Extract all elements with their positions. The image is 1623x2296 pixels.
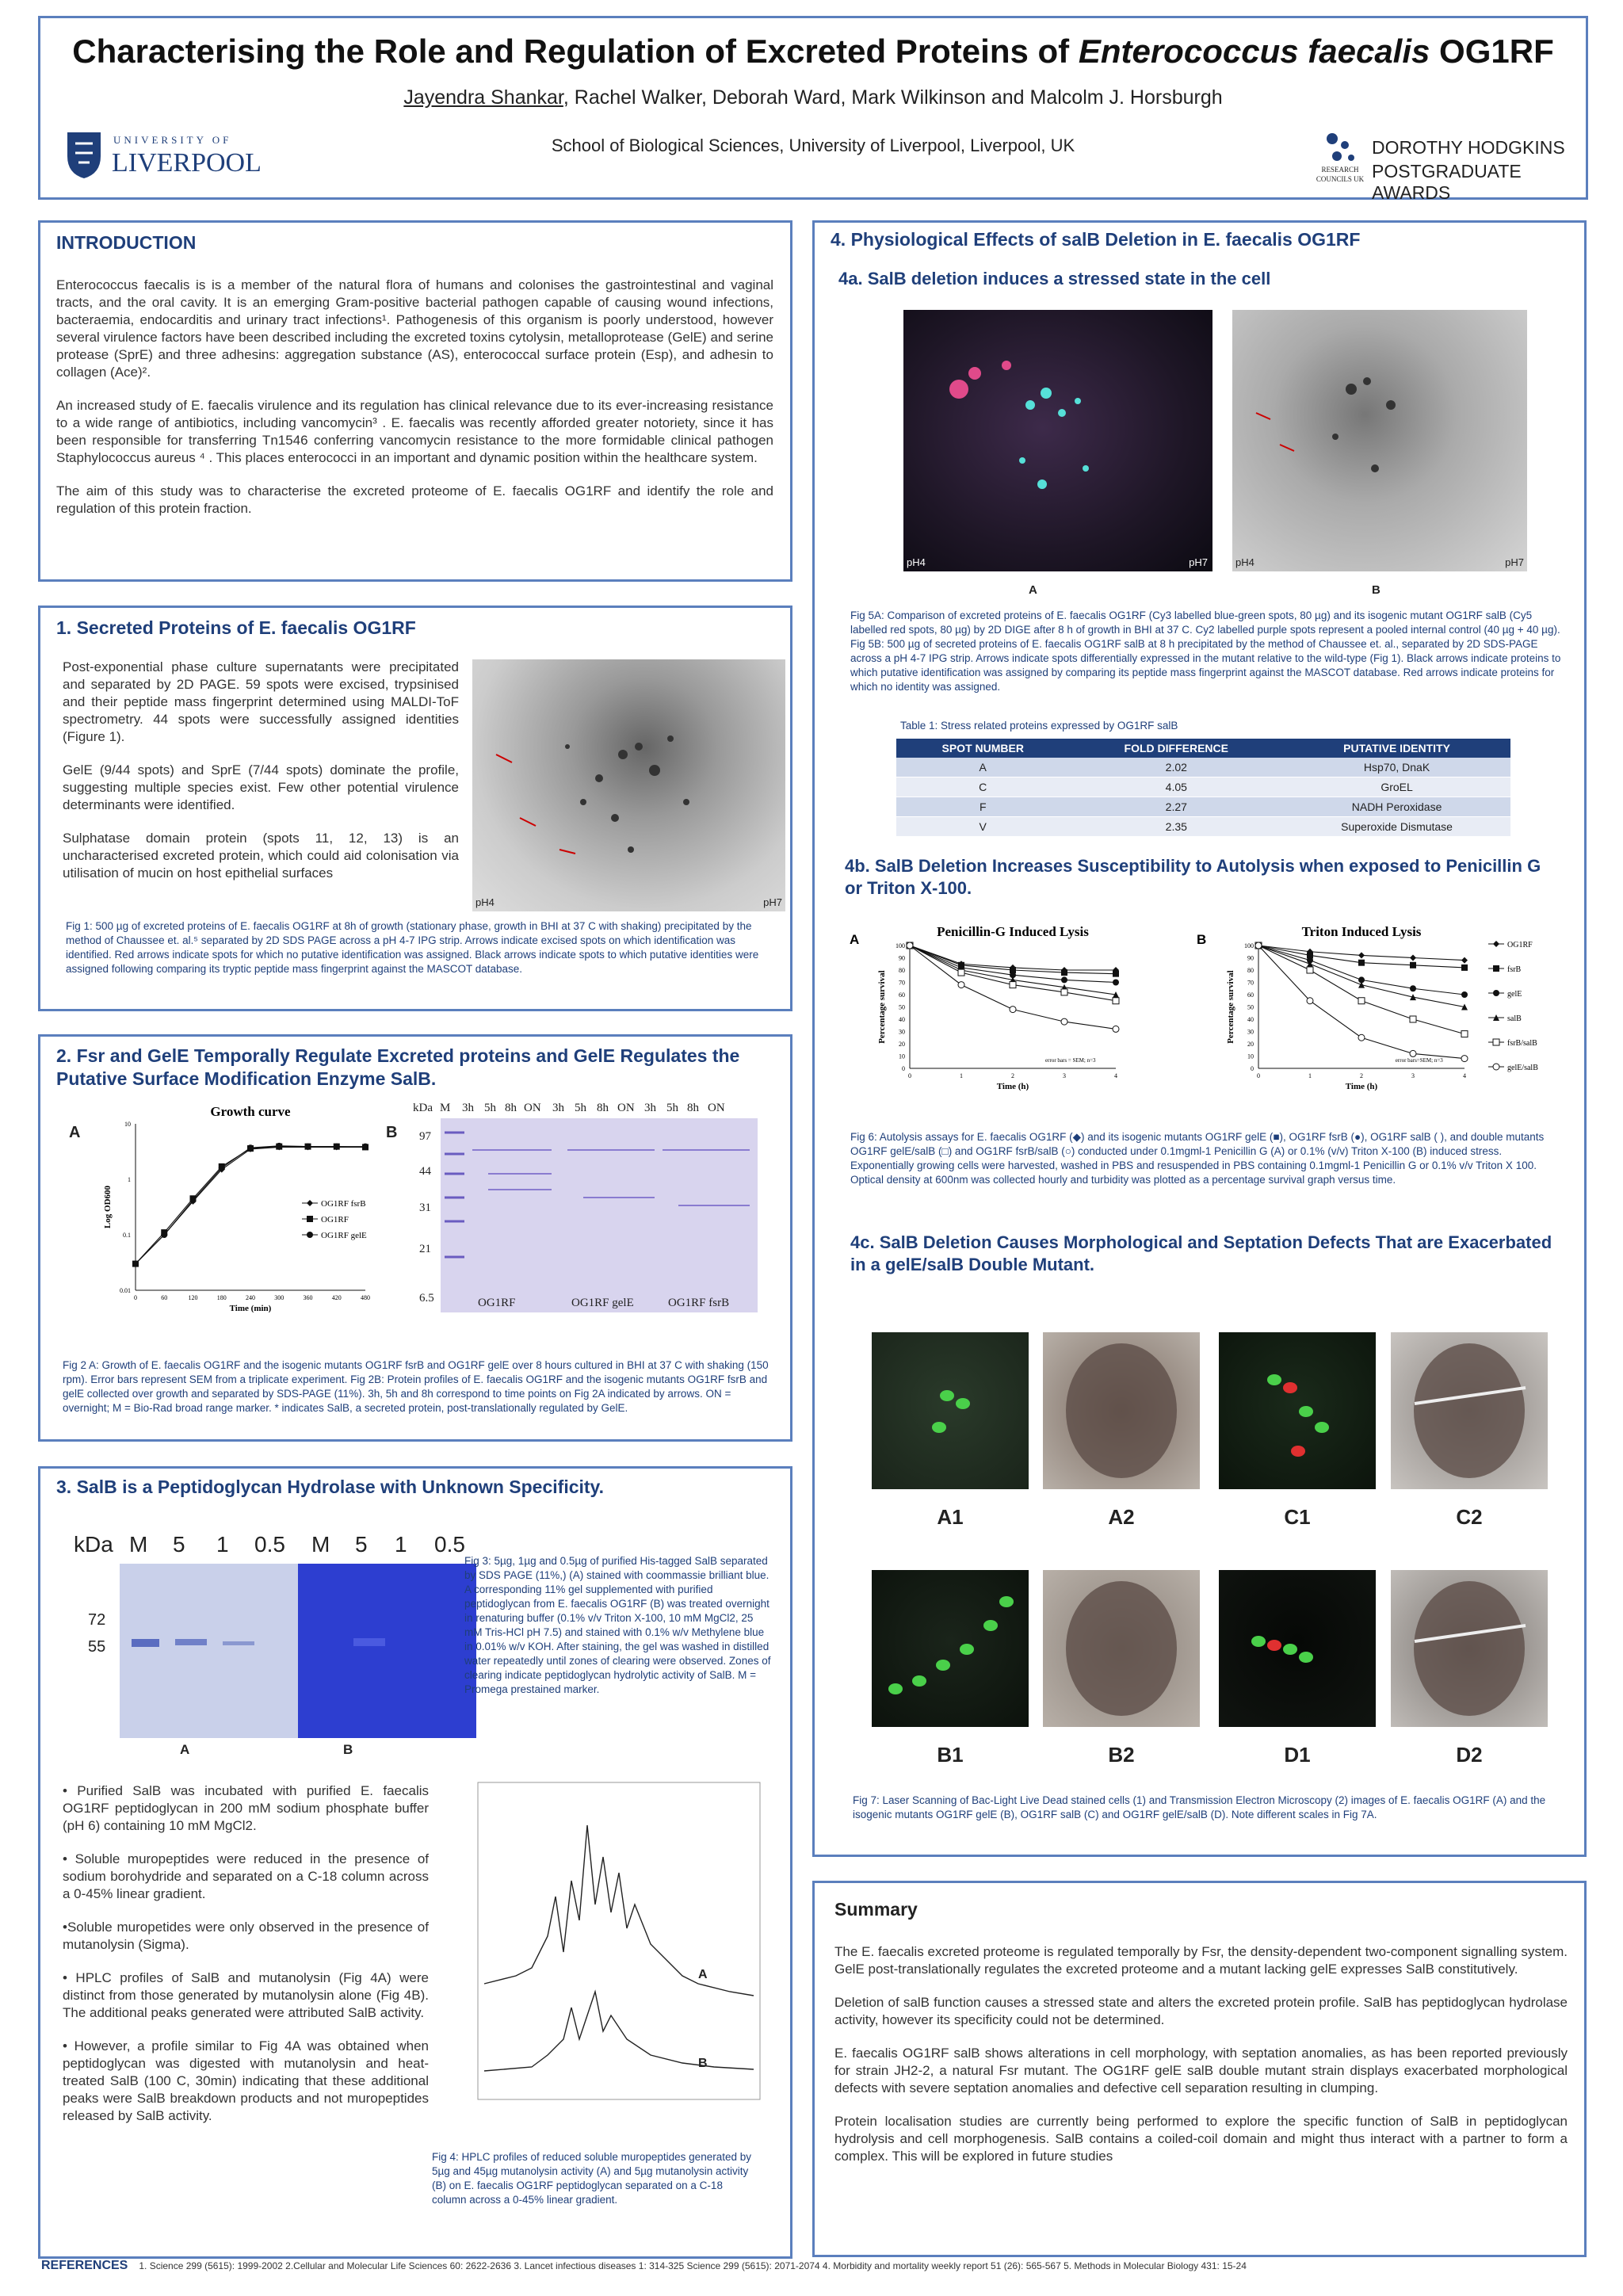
data-point (161, 1232, 167, 1238)
micrograph-label: A2 (1108, 1505, 1135, 1529)
y-tick-label: 0.01 (120, 1287, 131, 1294)
y-tick-label: 100 (1244, 942, 1254, 949)
data-point (1410, 955, 1416, 961)
y-tick-label: 70 (899, 979, 905, 987)
data-point (1410, 962, 1416, 968)
cell (983, 1620, 998, 1631)
fig3-gel-labels: kDa M 5 1 0.5 M 5 1 0.5 (74, 1532, 465, 1557)
summary-panel (812, 1881, 1587, 2257)
data-point (1461, 957, 1468, 964)
legend-label: gelE (1507, 990, 1522, 999)
y-tick-label: 10 (899, 1052, 905, 1060)
fig7-caption: Fig 7: Laser Scanning of Bac-Light Live Dead stained cells (1) and Transmission Electron Microscopy (2) images of E. faecalis OG1RF (A) and the isogenic mutants OG1RF gelE (B), OG1RF salB (C) and OG1RF gelE/salB (D). Note different scales in Fig 7A. (853, 1794, 1546, 1820)
x-tick-label: 1 (1308, 1072, 1312, 1079)
legend-marker (307, 1200, 313, 1206)
cell (960, 1644, 974, 1655)
data-point (1113, 971, 1119, 977)
fig5-label-b: B (1372, 583, 1381, 597)
data-point (1010, 1007, 1016, 1013)
hplc-chart (460, 1778, 777, 2111)
data-point (1113, 980, 1119, 986)
data-point (1461, 1031, 1468, 1037)
section4c-heading: 4c. SalB Deletion Causes Morphological and Septation Defects That are Exacerbated in a gelE/salB Double Mutant. (850, 1232, 1552, 1274)
cell (932, 1422, 946, 1433)
data-point (190, 1197, 197, 1203)
section3-heading: 3. SalB is a Peptidoglycan Hydrolase with Unknown Specificity. (56, 1477, 605, 1497)
x-axis-label: Time (h) (1345, 1082, 1378, 1091)
fig3-label-a: A (180, 1742, 190, 1757)
data-point (1113, 998, 1119, 1004)
data-point (334, 1144, 340, 1150)
table-row: F 2.27 NADH Peroxidase (896, 797, 1510, 817)
fig2b-markers: 97 44 31 21 6.5 (419, 1130, 434, 1305)
fig2b-top-labels: kDa M 3h 5h 8h ON 3h 5h 8h ON 3h 5h 8h ON (413, 1102, 725, 1114)
y-tick-label: 30 (1247, 1028, 1254, 1036)
micrograph-d2 (1391, 1570, 1548, 1727)
penicillin-lysis-chart (846, 920, 1187, 1110)
y-tick-label: 70 (1247, 979, 1254, 987)
table-row: V 2.35 Superoxide Dismutase (896, 817, 1510, 837)
micrograph-label: D2 (1456, 1743, 1483, 1767)
micrograph-b2 (1043, 1570, 1200, 1727)
x-tick-label: 240 (246, 1294, 255, 1301)
data-point (1061, 976, 1067, 983)
growth-curve-chart (80, 1100, 413, 1330)
fig5-label-a: A (1029, 583, 1037, 597)
x-tick-label: 120 (188, 1294, 198, 1301)
rcuk-logo: RESEARCH COUNCILS UK (1308, 129, 1372, 193)
affiliation: School of Biological Sciences, University of Liverpool, Liverpool, UK (551, 136, 1075, 155)
x-tick-label: 2 (1011, 1072, 1014, 1079)
micrograph-b1 (872, 1570, 1029, 1727)
award-line1: DOROTHY HODGKINS (1372, 137, 1565, 158)
cell (936, 1660, 950, 1671)
x-axis-label: Time (h) (996, 1082, 1029, 1091)
data-point (1358, 998, 1365, 1004)
fig2b-label: B (386, 1124, 398, 1141)
y-axis-label: Percentage survival (877, 970, 887, 1044)
x-axis-label: Time (min) (229, 1304, 272, 1313)
fig5a-dige-gel: pH4 pH7 (903, 310, 1212, 571)
authors: Jayendra Shankar, Rachel Walker, Deborah Ward, Mark Wilkinson and Malcolm J. Horsburgh (403, 86, 1223, 109)
fig4-caption: Fig 4: HPLC profiles of reduced soluble muropeptides generated by 5µg and 45µg mutanolysin activity (A) and 5µg mutanolysin activity (B) on E. faecalis OG1RF peptidoglycan separated on a C-18 column across a 0-45% linear gradient. (432, 2151, 751, 2206)
fig3-label-b: B (343, 1742, 353, 1757)
legend-label: OG1RF gelE (321, 1231, 367, 1240)
y-tick-label: 10 (124, 1121, 131, 1128)
intro-body: Enterococcus faecalis is is a member of the natural flora of humans and colonises the gastrointestinal and vaginal tracts, and the oral cavity. It is an emerging Gram-positive bacterial pathogen capable of causing wound infections, bacteraemia, endocarditis and urinary tract infections¹. Pathogenesis of this organism is poorly understood, however several virulence factors have been described including the excreted toxins cytolysin, metalloprotease (GelE) and serine protease (SprE) and three adhesins: aggregation substance (AS), enterococcal surface protein (Esp), and adhesin to collagen (Ace)². An increased study of E. faecalis virulence and its regulation has clinical relevance due to its ever-increasing resistance to a wide range of antibiotics, including vancomycin³ . E. faecalis was recently afforded greater notoriety, since it has been responsible for transferring Tn1546 conferring vancomycin resistance to the more formidable clinical pathogen Staphylococcus aureus ⁴ . This places enterococci in an important and dynamic position within the healthcare system. The aim of this study was to characterise the excreted proteome of E. faecalis OG1RF and identify the role and regulation of this protein fraction. (56, 277, 773, 516)
section2-panel (38, 1034, 792, 1442)
micrograph-a2 (1043, 1332, 1200, 1489)
cell (1267, 1374, 1281, 1385)
y-tick-label: 40 (899, 1016, 905, 1023)
micrograph-label: B1 (937, 1743, 964, 1767)
legend-label: OG1RF fsrB (321, 1199, 366, 1209)
y-tick-label: 80 (1247, 967, 1254, 974)
data-point (132, 1261, 139, 1267)
chart-title: Growth curve (210, 1104, 291, 1119)
cell (1315, 1422, 1329, 1433)
y-tick-label: 80 (899, 967, 905, 974)
micrograph-c2 (1391, 1332, 1548, 1489)
cell (1291, 1446, 1305, 1457)
y-tick-label: 1 (128, 1176, 131, 1183)
y-axis-label: Percentage survival (1226, 970, 1235, 1044)
hplc-label-a: A (698, 1968, 708, 1981)
x-tick-label: 60 (161, 1294, 168, 1301)
section3-bullets: • Purified SalB was incubated with purified E. faecalis OG1RF peptidoglycan in 200 mM sodium phosphate buffer (pH 6) containing 10 mM MgCl2. • Soluble muropeptides were reduced in the presence of sodium borohydride and separated on a C-18 column across a 0-45% linear gradient. •Soluble muropetides were only observed in the presence of mutanolysin (Sigma). • HPLC profiles of SalB and mutanolysin (Fig 4A) were distinct from those generated by mutanolysin alone (Fig 4B). The additional peaks generated were attributed SalB activity. • However, a profile similar to Fig 4A was obtained when peptidoglycan was digested with mutanolysin and heat-treated SalB (100 C, 30min) indicating that these additional peaks were SalB breakdown products and not muropeptides released by SalB activity. (63, 1783, 429, 2123)
data-point (1061, 989, 1067, 995)
fig5-caption: Fig 5A: Comparison of excreted proteins of E. faecalis OG1RF (Cy3 labelled blue-green spots, 80 µg) and its isogenic mutant OG1RF salB (Cy5 labelled red spots, 80 µg) by 2D DIGE after 8 h of growth in BHI at 37 C. Cy2 labelled purple spots represent a pooled internal control (40 µg + 40 µg). Fig 5B: 500 µg of secreted proteins of E. faecalis OG1RF salB at 8 h precipitated by the method of Chaussee et. al., separated by 2D SDS-PAGE across a pH 4-7 IPG strip. Arrows indicate spots differentially expressed in the mutant relative to the wild-type (Fig 1). Black arrows indicate proteins to which putative identification was assigned by comparing its peptide mass fingerprint against the MASCOT database. Red arrows indicate proteins for which no identity was assigned. (850, 609, 1561, 693)
cell (1267, 1640, 1281, 1651)
cell (1283, 1644, 1297, 1655)
triton-lysis-chart (1187, 920, 1568, 1110)
summary-body: The E. faecalis excreted proteome is regulated temporally by Fsr, the density-dependent two-component signalling system. GelE post-translationally regulates the excreted proteome and a mutant lacking gelE expresses SalB constitutively. Deletion of salB function causes a stressed state and alters the excreted protein profile. SalB has peptidoglycan hydrolase activity, however its specificity could not be determined. E. faecalis OG1RF salB shows alterations in cell morphology, with septation anomalies, as has been reported previously for strain JH2-2, a natural Fsr mutant. The OG1RF gelE salB double mutant strain displays exacerbated morphological defects with severe septation anomalies and defective cell separation resulting in clumping. Protein localisation studies are currently being performed to explore the specific function of SalB in peptidoglycan hydrolysis and cell morphogenesis. SalB contains a coiled-coil domain and might thus interact with a partner to form a complex. This will be explored in future studies (834, 1944, 1568, 2164)
data-point (1410, 1016, 1416, 1022)
cell (956, 1398, 970, 1409)
x-tick-label: 480 (361, 1294, 370, 1301)
x-tick-label: 1 (960, 1072, 963, 1079)
y-tick-label: 90 (899, 954, 905, 962)
x-tick-label: 3 (1063, 1072, 1066, 1079)
data-point (1307, 967, 1313, 973)
header-panel (38, 16, 1588, 203)
fig6-caption: Fig 6: Autolysis assays for E. faecalis OG1RF (◆) and its isogenic mutants OG1RF gelE (■), OG1RF fsrB (●), OG1RF salB ( ), and double mutants OG1RF gelE/salB (□) and OG1RF fsrB/salB (○) conducted under 0.1mgml-1 Penicillin G (A) or 0.1% (v/v) Triton X-100 (B) induced stress. Exponentially growing cells were harvested, washed in PBS and resuspended in PBS containing 0.1mgml-1 Penicillin G or 0.1% v/v Triton X 100. Optical density at 600nm was collected hourly and turbidity was plotted as a percentage survival graph versus time. (850, 1131, 1545, 1186)
x-tick-label: 0 (1257, 1072, 1260, 1079)
section4b-heading: 4b. SalB Deletion Increases Susceptibility to Autolysis when exposed to Penicillin G or Triton X-100. (845, 856, 1541, 898)
cell (1299, 1406, 1313, 1417)
cell (1299, 1652, 1313, 1663)
references: REFERENCES 1. Science 299 (5615): 1999-2002 2.Cellular and Molecular Life Sciences 60: 2622-2636 3. Lancet infectious diseases 1: 314-325 Science 299 (5615): 2071-2074 4. Morbidity and mortality weekly report 51 (26): 565-567 5. Methods in Molecular Biology 431: 15-24 (41, 2259, 1247, 2272)
table1-caption: Table 1: Stress related proteins expressed by OG1RF salB (900, 720, 1178, 732)
fig3-caption: Fig 3: 5µg, 1µg and 0.5µg of purified His-tagged SalB separated by SDS PAGE (11%,) (A) stained with coommassie brilliant blue. A corresponding 11% gel supplemented with purified peptidoglycan from E. faecalis OG1RF (B) was treated overnight in renaturing buffer (0.1% v/v Triton X-100, 10 mM MgCl2, 25 mM Tris-HCl pH 7.5) and stained with 0.1% w/v Methylene blue in 0.01% w/v KOH. After staining, the gel was washed in distilled water repeatedly until zones of clearing were observed. Zones of clearing indicate peptidoglycan hydrolytic activity of SalB. M = Promega prestained marker. (464, 1555, 771, 1695)
x-tick-label: 0 (908, 1072, 911, 1079)
y-tick-label: 90 (1247, 954, 1254, 962)
fig1-caption: Fig 1: 500 µg of excreted proteins of E. faecalis OG1RF at 8h of growth (stationary phase, growth in BHI at 37 C with shaking) precipitated by the method of Chaussee et. al.⁵ separated by 2D SDS PAGE across a pH 4-7 IPG strip. Arrows indicate excised spots on which identification was identified. Red arrows indicate spots for which no putative identification was assigned. Black arrows indicate spots to which putative identities were assigned following comparing its tryptic peptide mass fingerprint against the MASCOT database. (66, 920, 759, 975)
cell (940, 1390, 954, 1401)
micrograph-a1 (872, 1332, 1029, 1489)
data-point (1358, 952, 1365, 958)
section1-panel (38, 606, 792, 1011)
data-point (1358, 960, 1365, 966)
fig5b-2d-gel: pH4 pH7 (1232, 310, 1527, 571)
section4-panel (812, 220, 1587, 1857)
fig1-2d-gel: pH4 pH7 (472, 659, 785, 911)
micrograph-label: D1 (1284, 1743, 1311, 1767)
y-tick-label: 0 (1251, 1065, 1254, 1072)
y-tick-label: 50 (899, 1003, 905, 1011)
cell (1066, 1581, 1177, 1716)
fig2b-sds-gel (441, 1118, 758, 1312)
cell (1251, 1636, 1266, 1647)
section1-heading: 1. Secreted Proteins of E. faecalis OG1RF (56, 617, 416, 638)
y-tick-label: 30 (899, 1028, 905, 1036)
liverpool-logo: UNIVERSITY OF LIVERPOOL (64, 129, 294, 185)
data-point (958, 969, 964, 976)
data-point (1410, 985, 1416, 991)
crest-icon (64, 129, 104, 180)
micrograph-c1 (1219, 1332, 1376, 1489)
x-tick-label: 300 (274, 1294, 285, 1301)
rcuk-icon (1323, 129, 1358, 164)
data-point (1461, 1056, 1468, 1062)
legend-label: salB (1507, 1014, 1522, 1023)
cell (1414, 1343, 1525, 1478)
micrograph-d1 (1219, 1570, 1376, 1727)
y-tick-label: 50 (1247, 1003, 1254, 1011)
x-tick-label: 360 (303, 1294, 313, 1301)
data-point (247, 1144, 254, 1151)
y-tick-label: 100 (896, 942, 905, 949)
legend-marker (1493, 990, 1499, 996)
x-tick-label: 0 (134, 1294, 137, 1301)
fig3b-gel (298, 1564, 476, 1738)
legend-label: gelE/salB (1507, 1064, 1538, 1072)
y-tick-label: 60 (899, 991, 905, 999)
data-point (1113, 1026, 1119, 1032)
chart-title: Triton Induced Lysis (1301, 924, 1422, 939)
cell (1283, 1382, 1297, 1393)
legend-marker (307, 1216, 313, 1222)
chart-panel-label: B (1197, 932, 1207, 947)
legend-label: fsrB (1507, 965, 1522, 974)
data-point (1358, 1034, 1365, 1041)
data-point (219, 1165, 225, 1171)
section4-heading: 4. Physiological Effects of salB Deletion in E. faecalis OG1RF (831, 229, 1361, 250)
data-point (1461, 991, 1468, 998)
cell (888, 1683, 903, 1694)
y-axis-label: Log OD600 (103, 1185, 113, 1229)
legend-marker (1493, 941, 1499, 947)
data-point (1061, 969, 1067, 976)
chart-note: error bars=SEM; n=3 (1395, 1057, 1443, 1064)
chart-panel-label: A (850, 932, 860, 947)
data-point (958, 982, 964, 988)
y-tick-label: 0.1 (123, 1232, 131, 1239)
summary-heading: Summary (834, 1899, 918, 1920)
y-tick-label: 40 (1247, 1016, 1254, 1023)
gel-spots (472, 659, 785, 911)
micrograph-label: C2 (1456, 1505, 1483, 1529)
fig3-markers: 72 55 (88, 1611, 106, 1656)
section2-heading: 2. Fsr and GelE Temporally Regulate Excreted proteins and GelE Regulates the Putative Surface Modification Enzyme SalB. (56, 1045, 740, 1089)
y-tick-label: 10 (1247, 1052, 1254, 1060)
legend-marker (1493, 1039, 1499, 1045)
intro-panel (38, 220, 792, 582)
legend-label: OG1RF (321, 1215, 349, 1224)
poster-title: Characterising the Role and Regulation of Excreted Proteins of Enterococcus faecalis OG1RF (72, 32, 1554, 70)
cell (1066, 1343, 1177, 1478)
x-tick-label: 3 (1411, 1072, 1415, 1079)
y-tick-label: 60 (1247, 991, 1254, 999)
y-tick-label: 0 (902, 1065, 905, 1072)
micrograph-grid (815, 1332, 1589, 1776)
section3-panel (38, 1466, 792, 2259)
data-point (1358, 982, 1365, 988)
legend-label: fsrB/salB (1507, 1039, 1537, 1048)
micrograph-label: B2 (1108, 1743, 1135, 1767)
y-tick-label: 20 (899, 1041, 905, 1048)
fig2-caption: Fig 2 A: Growth of E. faecalis OG1RF and the isogenic mutants OG1RF fsrB and OG1RF gelE over 8 hours cultured in BHI at 37 C with shaking (150 rpm). Error bars represent SEM from a triplicate experiment. Fig 2B: Protein profiles of E. faecalis OG1RF and the isogenic mutants OG1RF fsrB and gelE collected over growth and separated by SDS-PAGE (11%). 3h, 5h and 8h correspond to time points on Fig 2A indicated by arrows. ON = overnight; M = Bio-Rad broad range marker. * indicates SalB, a secreted protein, post-translationally regulated by GelE. (63, 1359, 769, 1414)
x-tick-label: 180 (216, 1294, 227, 1301)
data-point (276, 1143, 282, 1149)
data-point (1461, 965, 1468, 971)
x-tick-label: 2 (1360, 1072, 1363, 1079)
legend-label: OG1RF (1507, 941, 1533, 949)
table-row: C 4.05 GroEL (896, 777, 1510, 797)
x-tick-label: 4 (1114, 1072, 1117, 1079)
award-line2: POSTGRADUATE AWARDS (1372, 161, 1522, 203)
legend-marker (1493, 965, 1499, 972)
intro-heading: INTRODUCTION (56, 232, 197, 253)
x-tick-label: 420 (331, 1294, 342, 1301)
micrograph-label: A1 (937, 1505, 964, 1529)
data-point (1061, 1018, 1067, 1025)
data-point (1307, 998, 1313, 1004)
section1-body: Post-exponential phase culture supernatants were precipitated and separated by 2D PAGE. 59 spots were excised, trypsinised and their peptide mass fingerprint determined using MALDI-ToF spectrometry. 44 spots were successfully assigned identities (Figure 1). GelE (9/44 spots) and SprE (7/44 spots) dominate the profile, suggesting multiple species exist. Few other potential virulence determinants were identified. Sulphatase domain protein (spots 11, 12, 13) is an uncharacterised excreted protein, which could aid colonisation via utilisation of mucin on host epithelial surfaces (63, 659, 459, 881)
fig2b-bottom-labels: OG1RF OG1RF gelE OG1RF fsrB (478, 1297, 730, 1309)
chart-title: Penicillin-G Induced Lysis (937, 924, 1089, 939)
fig2a-label: A (69, 1124, 81, 1141)
data-point (1255, 942, 1262, 949)
legend-marker (1493, 1064, 1499, 1070)
fig3a-gel (120, 1564, 298, 1738)
cell (999, 1596, 1014, 1607)
data-point (907, 942, 913, 949)
data-point (362, 1144, 369, 1150)
cell (1414, 1581, 1525, 1716)
data-point (1410, 1050, 1416, 1056)
data-point (305, 1144, 311, 1150)
legend-marker (307, 1232, 313, 1238)
hplc-label-b: B (698, 2057, 708, 2070)
table-row: A 2.02 Hsp70, DnaK (896, 758, 1510, 777)
cell (912, 1675, 926, 1687)
data-point (1010, 982, 1016, 988)
section4a-heading: 4a. SalB deletion induces a stressed state in the cell (838, 269, 1271, 288)
chart-note: error bars = SEM; n=3 (1045, 1057, 1096, 1064)
y-tick-label: 20 (1247, 1041, 1254, 1048)
stress-proteins-table: SPOT NUMBER FOLD DIFFERENCE PUTATIVE IDENTITY A 2.02 Hsp70, DnaK C 4.05 GroEL F 2.27 NADH Peroxidase V 2.35 Superoxide Dismutase (896, 739, 1510, 837)
micrograph-label: C1 (1284, 1505, 1311, 1529)
x-tick-label: 4 (1463, 1072, 1466, 1079)
